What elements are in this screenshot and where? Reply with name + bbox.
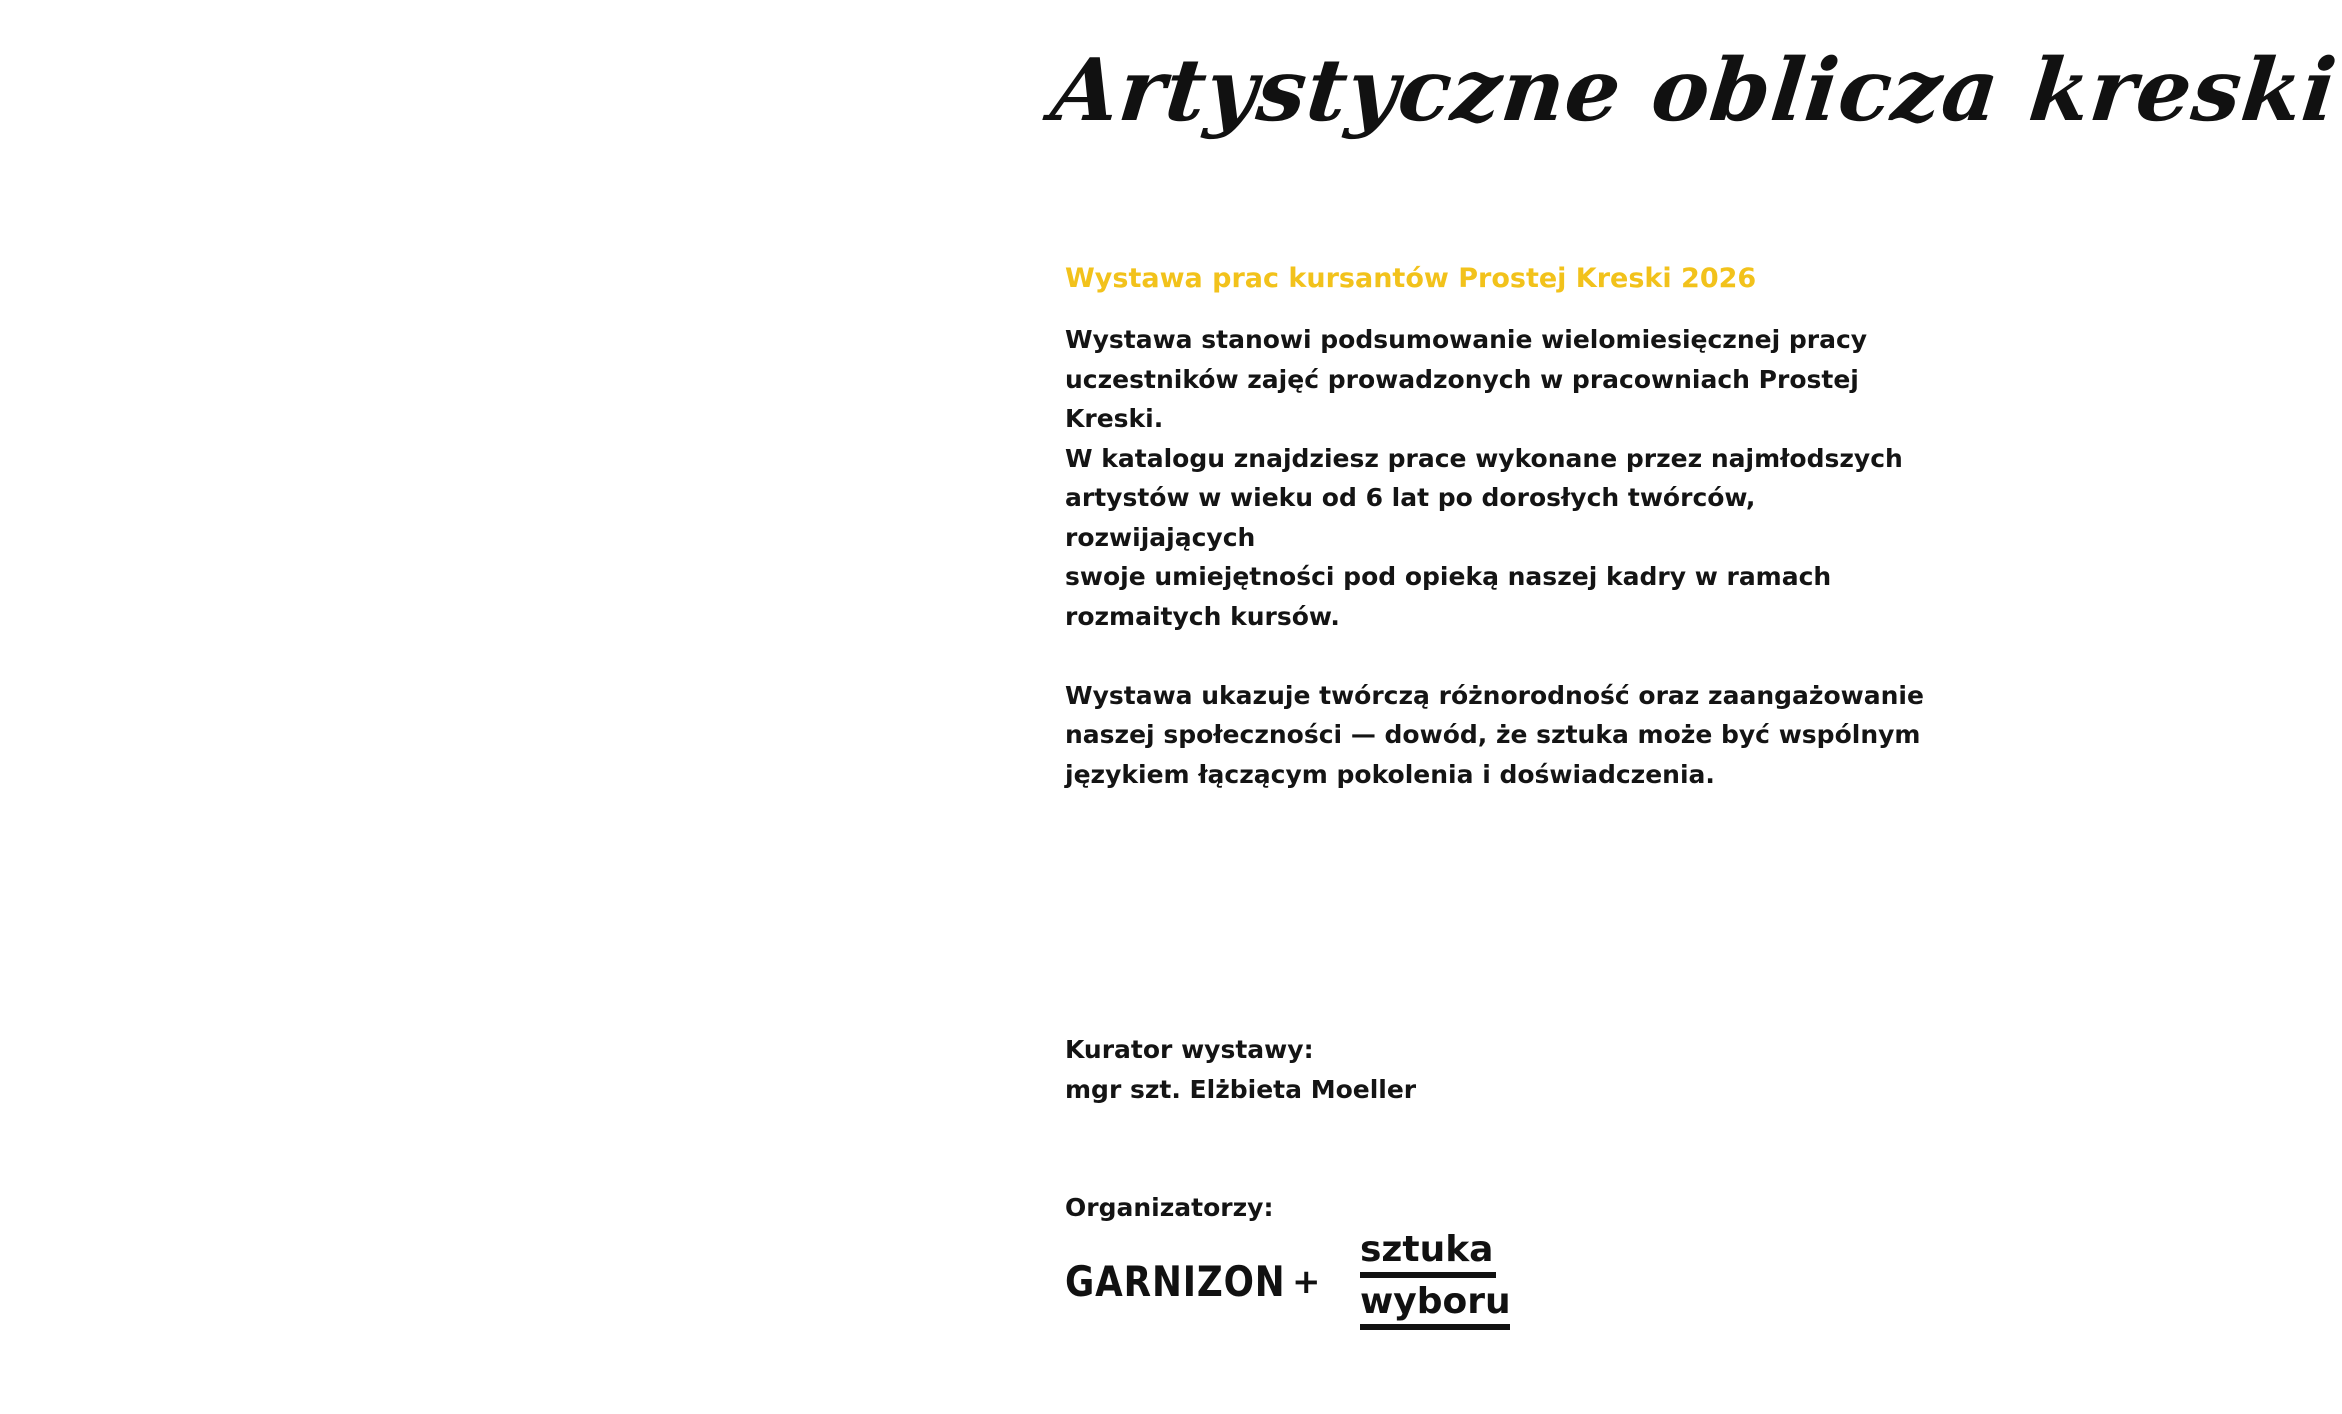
description-paragraph-2: Wystawa ukazuje twórczą różnorodność oraz zaangażowanie naszej społeczności — dowód, że sztuka może być wspólnym językiem łączącym pokolenia i doświadczenia. — [1065, 680, 1924, 789]
description-paragraph-1: Wystawa stanowi podsumowanie wielomiesięcznej pracy uczestników zajęć prowadzonych w pracowniach Prostej Kreski. W katalogu znajdziesz prace wykonane przez najmłodszych artystów w wieku od 6 lat po dorosłych twórców, rozwijających swoje umiejętności pod opieką naszej kadry w ramach rozmaitych kursów. — [1065, 325, 1903, 631]
sztuka-wyboru-logo — [1360, 1228, 1510, 1330]
curator-block — [1065, 1030, 1416, 1109]
garnizon-logo: GARNIZON — [1065, 1257, 1286, 1306]
description — [1065, 320, 1945, 794]
left-blank-page — [0, 0, 1000, 1414]
sztuka-wyboru-logo-line1: sztuka — [1360, 1228, 1496, 1278]
catalog-title: Artystyczne oblicza kreski — [1046, 40, 2342, 141]
organizers-label: Organizatorzy: — [1065, 1193, 1274, 1222]
exhibition-subtitle: Wystawa prac kursantów Prostej Kreski 2026 — [1065, 263, 1757, 294]
curator-name: mgr szt. Elżbieta Moeller — [1065, 1074, 1417, 1104]
curator-label: Kurator wystawy: — [1065, 1035, 1314, 1064]
plus-sign: + — [1292, 1262, 1321, 1302]
sztuka-wyboru-logo-line2: wyboru — [1360, 1280, 1510, 1330]
